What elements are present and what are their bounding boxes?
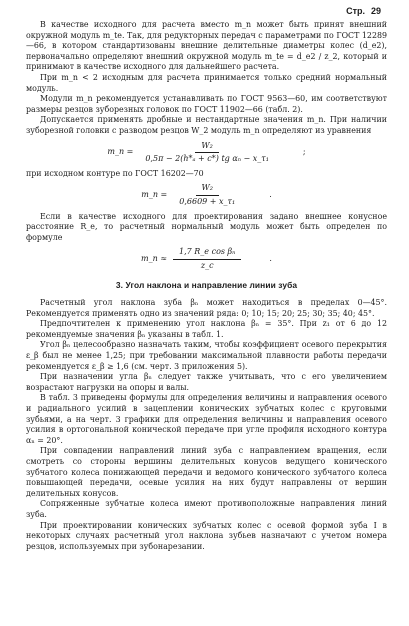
paragraph-overlap-ratio: Угол βₙ целесообразно назначать таким, чтобы коэффициент осевого перекрытия ε_β был не менее 1,25; при требовании максимальной плавности работы передачи рекомендуется ε_β ≥ 1,6 (см. черт. 3 приложения 5). (26, 340, 387, 371)
paragraph-mn-lt-2: При m_n < 2 исходным для расчета принимается только средний нормальный модуль. (26, 72, 387, 93)
paragraph-axial-form: При проектировании конических зубчатых колес с осевой формой зуба I в некоторых случаях расчетный угол наклона зубьев назначают с учетом номера резцов, используемых при зубонарезании. (26, 520, 387, 551)
paragraph-bearing-loads: При назначении угла βₙ следует также учитывать, что с его увеличением возрастают нагрузки на опоры и валы. (26, 372, 387, 392)
formula-fraction (139, 141, 275, 165)
formula-tail: . (269, 190, 272, 200)
formula-lhs: m_n = (107, 147, 134, 157)
formula-module-simplified (26, 183, 387, 207)
paragraph-fractional-modules: Допускается применять дробные и нестандартные значения m_n. При наличии зуборезной головки с разводом резцов W_2 модуль m_n определяют из уравнения (26, 115, 387, 135)
formula-module-w2 (26, 141, 387, 165)
formula-lhs: m_n ≈ (141, 254, 168, 264)
page-header (26, 6, 387, 20)
paragraph-cone-distance: Если в качестве исходного для проектирования задано внешнее конусное расстояние R_e, то расчетный нормальный модуль может быть определен по формуле (26, 211, 387, 242)
paragraph-direction: При совпадении направлений линий зуба с направлением вращения, если смотреть со стороны вершины делительных конусов ведущего конического зубчатого колеса понижающей передачи и ведомого конического зубчатого колеса повышающей передачи, осевые усилия на них будут направлены от вершин делительных конусов. (26, 446, 387, 498)
paragraph-table3: В табл. 3 приведены формулы для определения величины и направления осевого и радиального усилий в зацеплении конических зубчатых колес с круговыми зубьями, а на черт. 3 графики для определения величины и направления осевого усилия в ортогональной конической передаче при угле профиля исходного контура αₙ = 20°. (26, 393, 387, 445)
paragraph-preferred-angle: Предпочтителен к применению угол наклона βₙ = 35°. При z₁ от 6 до 12 рекомендуемые значения βₙ указаны в табл. 1. (26, 319, 387, 339)
paragraph-angle-range: Расчетный угол наклона зуба βₙ может находиться в пределах 0—45°. Рекомендуется применять одно из значений ряда: 0; 10; 15; 20; 25; 30; 35; 40; 45°. (26, 298, 387, 318)
formula-denominator: 0,5π − 2(h*ₐ + c*) tg αₙ − x_τ₁ (145, 154, 269, 164)
paragraph-base-module: В качестве исходного для расчета вместо m_n может быть принят внешний окружной модуль m_te. Так, для редукторных передач с параметрами по ГОСТ 12289—66, в котором стандартизованы внешние делительные диаметры колес (d_e2), первоначально определяют внешний окружной модуль m_te = d_e2 / z_2, который и принимают в качестве исходного для дальнейшего расчета. (26, 20, 387, 72)
page-word: Стр. (346, 6, 365, 16)
section-title: 3. Угол наклона и направление линии зуба (115, 280, 298, 291)
paragraph-gost-16202: при исходном контуре по ГОСТ 16202—70 (26, 168, 204, 178)
paragraph-mating-gears: Сопряженные зубчатые колеса имеют противоположные направления линий зуба. (26, 499, 387, 519)
formula-numerator: W₂ (196, 183, 219, 196)
formula-fraction (173, 183, 241, 207)
formula-fraction (173, 247, 241, 271)
formula-numerator: 1,7 R_e cos βₙ (173, 247, 241, 260)
formula-lhs: m_n = (141, 190, 168, 200)
formula-numerator: W₂ (195, 141, 218, 154)
formula-denominator: 0,6609 + x_τ₁ (179, 196, 236, 206)
formula-tail: ; (302, 147, 306, 157)
formula-module-re (26, 247, 387, 271)
page-number: 29 (370, 6, 381, 16)
formula-tail: . (269, 254, 272, 264)
formula-denominator: z_c (200, 260, 214, 270)
paragraph-gost-modules: Модули m_n рекомендуется устанавливать по ГОСТ 9563—60, им соответствуют размеры резцов зуборезных головок по ГОСТ 11902—66 (табл. 2). (26, 94, 387, 114)
